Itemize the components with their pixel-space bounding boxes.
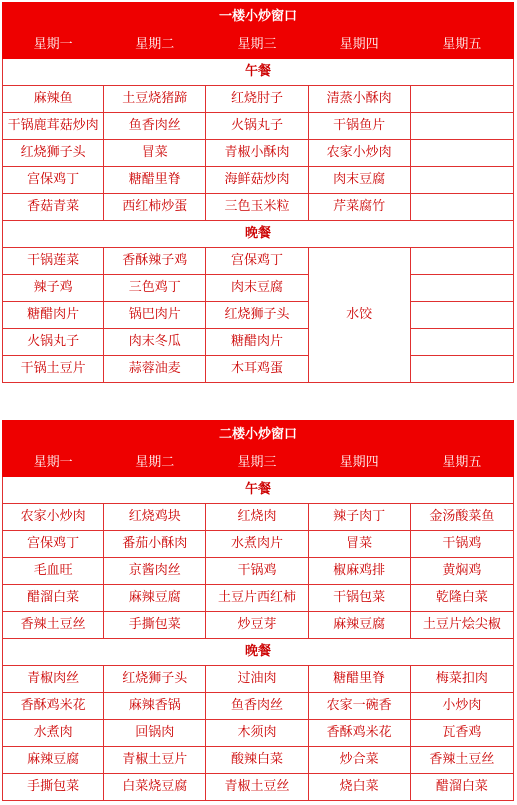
menu-row — [3, 693, 514, 720]
dish-cell: 土豆烧猪蹄 — [104, 86, 206, 113]
empty-cell — [410, 302, 513, 329]
dish-cell: 红烧肘子 — [206, 86, 308, 113]
dish-cell: 麻辣豆腐 — [308, 612, 410, 639]
dish-cell: 宫保鸡丁 — [3, 531, 104, 558]
day-header: 星期一 — [3, 450, 104, 477]
dish-cell: 鱼香肉丝 — [104, 113, 206, 140]
menu-row — [3, 585, 514, 612]
window2-lunch-row — [3, 477, 514, 504]
dish-cell: 糖醋里脊 — [104, 167, 206, 194]
window1-lunch-row — [3, 59, 514, 86]
empty-cell — [410, 356, 513, 383]
empty-cell — [410, 329, 513, 356]
menu-row — [3, 720, 514, 747]
dish-cell: 辣子鸡 — [3, 275, 104, 302]
dish-cell: 肉末冬瓜 — [104, 329, 206, 356]
dish-cell: 红烧鸡块 — [104, 504, 206, 531]
day-header: 星期四 — [308, 32, 410, 59]
dish-cell: 白菜烧豆腐 — [104, 774, 206, 801]
dish-cell — [410, 86, 513, 113]
dish-cell: 干锅莲菜 — [3, 248, 104, 275]
dish-cell: 清蒸小酥肉 — [308, 86, 410, 113]
menu-row — [3, 531, 514, 558]
dish-cell: 烧白菜 — [308, 774, 410, 801]
menu-row — [3, 113, 514, 140]
dish-cell: 乾隆白菜 — [410, 585, 513, 612]
dish-cell: 手撕包菜 — [3, 774, 104, 801]
window2-title: 二楼小炒窗口 — [3, 421, 514, 450]
dish-cell: 香酥鸡米花 — [3, 693, 104, 720]
dish-cell: 青椒肉丝 — [3, 666, 104, 693]
menu-row — [3, 167, 514, 194]
dish-cell: 麻辣香锅 — [104, 693, 206, 720]
dish-cell: 干锅鱼片 — [308, 113, 410, 140]
dish-cell: 木耳鸡蛋 — [206, 356, 308, 383]
dish-cell: 鱼香肉丝 — [206, 693, 308, 720]
dish-cell: 炒合菜 — [308, 747, 410, 774]
dish-cell: 椒麻鸡排 — [308, 558, 410, 585]
dish-cell: 蒜蓉油麦 — [104, 356, 206, 383]
dish-cell: 干锅土豆片 — [3, 356, 104, 383]
menu-row — [3, 612, 514, 639]
dish-cell: 青椒小酥肉 — [206, 140, 308, 167]
dish-cell: 京酱肉丝 — [104, 558, 206, 585]
dish-cell: 香辣土豆丝 — [3, 612, 104, 639]
dish-cell: 瓦香鸡 — [410, 720, 513, 747]
dish-cell: 毛血旺 — [3, 558, 104, 585]
window2-lunch-body — [3, 504, 514, 639]
dish-cell: 宫保鸡丁 — [3, 167, 104, 194]
dish-cell: 火锅丸子 — [3, 329, 104, 356]
menu-row — [3, 302, 514, 329]
dish-cell: 火锅丸子 — [206, 113, 308, 140]
dish-cell: 金汤酸菜鱼 — [410, 504, 513, 531]
dish-cell: 干锅鹿茸菇炒肉 — [3, 113, 104, 140]
dish-cell: 水煮肉 — [3, 720, 104, 747]
dish-cell: 土豆片烩尖椒 — [410, 612, 513, 639]
menu-row — [3, 86, 514, 113]
day-header: 星期一 — [3, 32, 104, 59]
dish-cell: 酸辣白菜 — [206, 747, 308, 774]
dish-cell: 锅巴肉片 — [104, 302, 206, 329]
window2-lunch-label: 午餐 — [3, 477, 514, 504]
window1-dinner-body — [3, 248, 514, 383]
window2-days-row — [3, 450, 514, 477]
dish-cell: 三色玉米粒 — [206, 194, 308, 221]
empty-cell — [410, 248, 513, 275]
dish-cell: 农家小炒肉 — [3, 504, 104, 531]
dish-cell-thursday-dinner: 水饺 — [308, 248, 410, 383]
dish-cell: 红烧狮子头 — [206, 302, 308, 329]
window1-dinner-label: 晚餐 — [3, 221, 514, 248]
day-header: 星期三 — [206, 450, 308, 477]
menu-row — [3, 666, 514, 693]
dish-cell: 农家一碗香 — [308, 693, 410, 720]
dish-cell: 醋溜白菜 — [3, 585, 104, 612]
window2-menu-table — [2, 420, 514, 801]
dish-cell: 冒菜 — [308, 531, 410, 558]
window1-days-row — [3, 32, 514, 59]
dish-cell: 手撕包菜 — [104, 612, 206, 639]
dish-cell: 水煮肉片 — [206, 531, 308, 558]
dish-cell: 香菇青菜 — [3, 194, 104, 221]
dish-cell — [410, 194, 513, 221]
dish-cell: 干锅鸡 — [206, 558, 308, 585]
dish-cell: 海鲜菇炒肉 — [206, 167, 308, 194]
dish-cell: 糖醋里脊 — [308, 666, 410, 693]
dish-cell: 小炒肉 — [410, 693, 513, 720]
day-header: 星期三 — [206, 32, 308, 59]
dish-cell: 香酥辣子鸡 — [104, 248, 206, 275]
dish-cell: 辣子肉丁 — [308, 504, 410, 531]
day-header: 星期五 — [410, 32, 513, 59]
day-header: 星期二 — [104, 450, 206, 477]
day-header: 星期四 — [308, 450, 410, 477]
menu-row — [3, 356, 514, 383]
menu-row — [3, 504, 514, 531]
dish-cell: 梅菜扣肉 — [410, 666, 513, 693]
menu-row — [3, 194, 514, 221]
menu-row — [3, 329, 514, 356]
dish-cell: 西红柿炒蛋 — [104, 194, 206, 221]
dish-cell: 过油肉 — [206, 666, 308, 693]
dish-cell: 香酥鸡米花 — [308, 720, 410, 747]
menu-row — [3, 140, 514, 167]
dish-cell: 香辣土豆丝 — [410, 747, 513, 774]
menu-row — [3, 747, 514, 774]
dish-cell: 红烧肉 — [206, 504, 308, 531]
window2-title-row — [3, 421, 514, 450]
dish-cell: 青椒土豆片 — [104, 747, 206, 774]
window2-dinner-body — [3, 666, 514, 801]
dish-cell: 农家小炒肉 — [308, 140, 410, 167]
window2-dinner-row — [3, 639, 514, 666]
dish-cell: 青椒土豆丝 — [206, 774, 308, 801]
dish-cell — [410, 113, 513, 140]
menu-row — [3, 275, 514, 302]
dish-cell: 黄焖鸡 — [410, 558, 513, 585]
dish-cell: 麻辣鱼 — [3, 86, 104, 113]
empty-cell — [410, 275, 513, 302]
window1-lunch-body — [3, 86, 514, 221]
dish-cell: 糖醋肉片 — [3, 302, 104, 329]
menu-row — [3, 248, 514, 275]
dish-cell: 宫保鸡丁 — [206, 248, 308, 275]
menu-row — [3, 558, 514, 585]
dish-cell: 干锅包菜 — [308, 585, 410, 612]
dish-cell: 糖醋肉片 — [206, 329, 308, 356]
dish-cell: 红烧狮子头 — [3, 140, 104, 167]
dish-cell: 木须肉 — [206, 720, 308, 747]
dish-cell: 醋溜白菜 — [410, 774, 513, 801]
dish-cell: 回锅肉 — [104, 720, 206, 747]
day-header: 星期二 — [104, 32, 206, 59]
dish-cell: 麻辣豆腐 — [3, 747, 104, 774]
dish-cell: 炒豆芽 — [206, 612, 308, 639]
window1-menu-table — [2, 2, 514, 383]
dish-cell: 土豆片西红柿 — [206, 585, 308, 612]
window1-lunch-label: 午餐 — [3, 59, 514, 86]
window1-title-row — [3, 3, 514, 32]
dish-cell: 麻辣豆腐 — [104, 585, 206, 612]
window1-dinner-row — [3, 221, 514, 248]
dish-cell: 肉末豆腐 — [206, 275, 308, 302]
dish-cell — [410, 167, 513, 194]
dish-cell: 红烧狮子头 — [104, 666, 206, 693]
dish-cell — [410, 140, 513, 167]
menu-row — [3, 774, 514, 801]
dish-cell: 芹菜腐竹 — [308, 194, 410, 221]
day-header: 星期五 — [410, 450, 513, 477]
window1-title: 一楼小炒窗口 — [3, 3, 514, 32]
dish-cell: 干锅鸡 — [410, 531, 513, 558]
dish-cell: 番茄小酥肉 — [104, 531, 206, 558]
dish-cell: 冒菜 — [104, 140, 206, 167]
dish-cell: 肉末豆腐 — [308, 167, 410, 194]
dish-cell: 三色鸡丁 — [104, 275, 206, 302]
window2-dinner-label: 晚餐 — [3, 639, 514, 666]
